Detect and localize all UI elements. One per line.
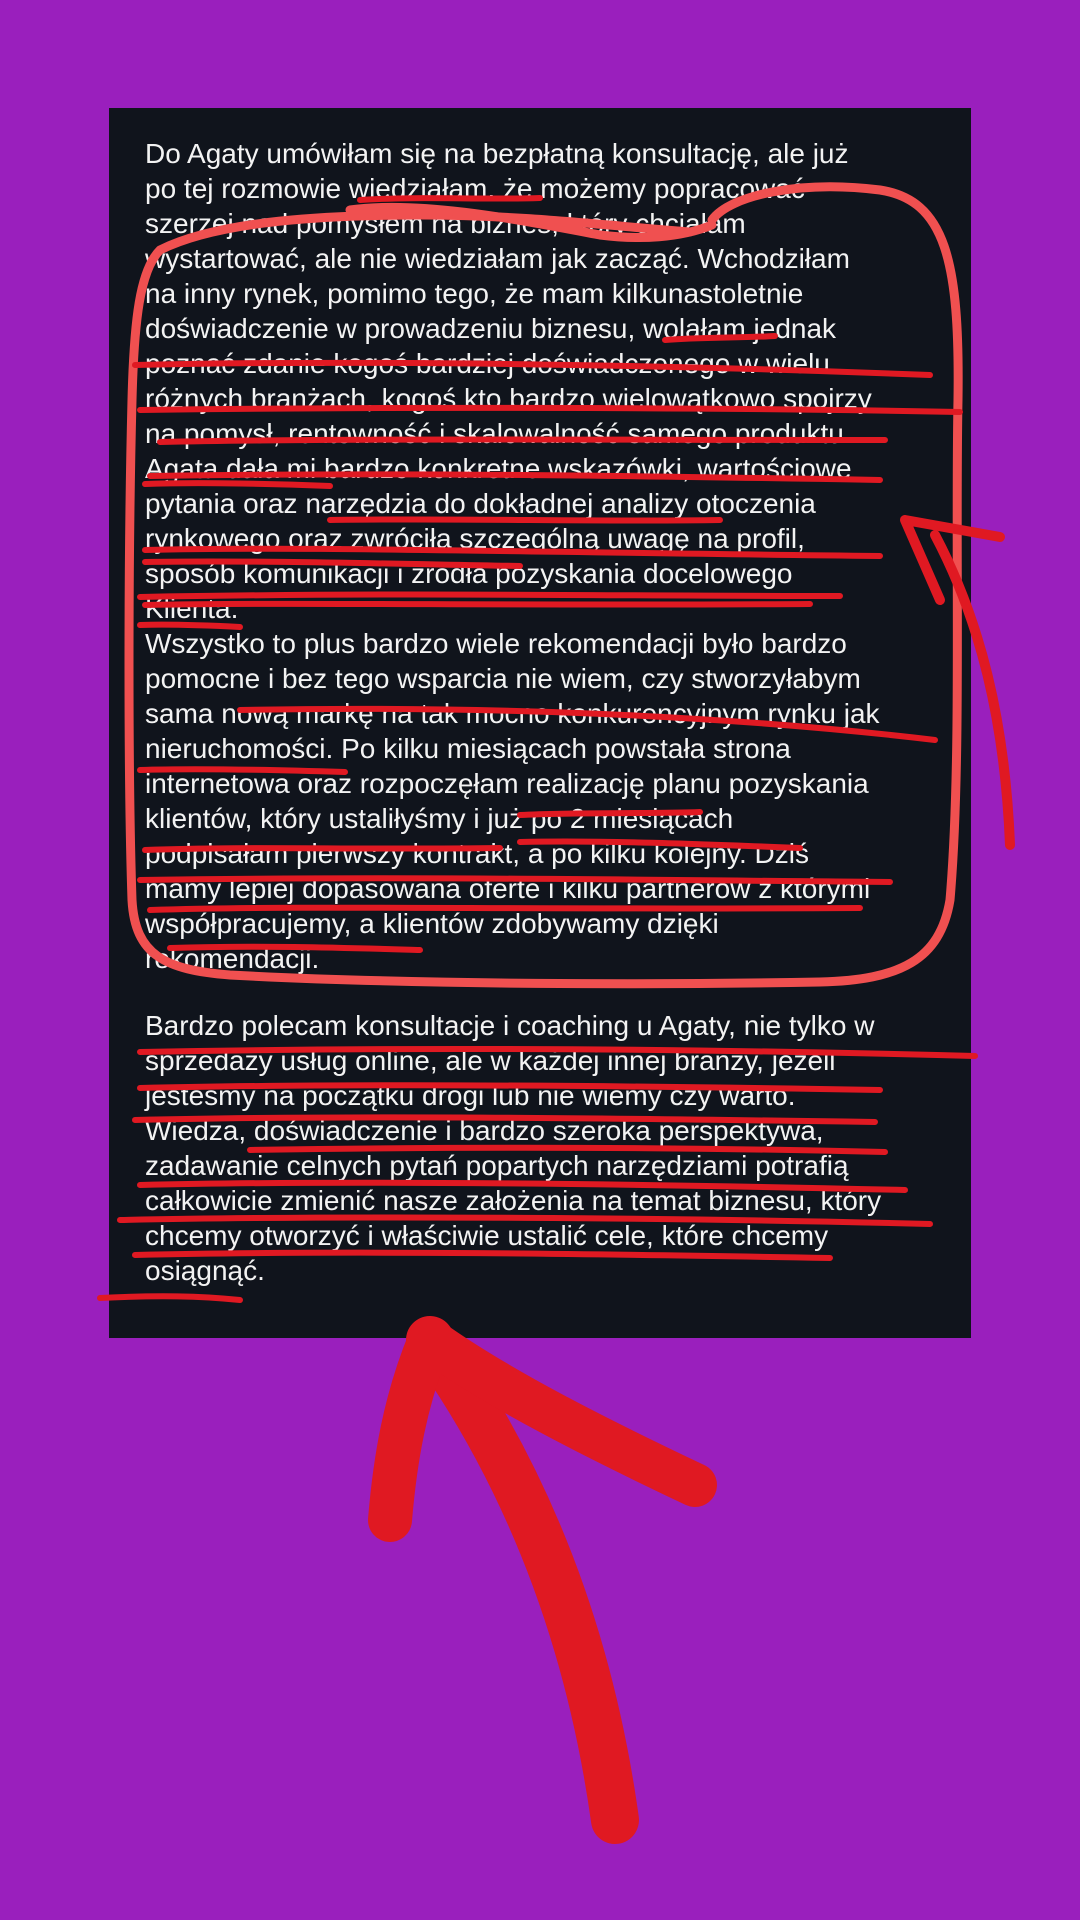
text-line: jesteśmy na początku drogi lub nie wiemy czy warto. [145,1080,796,1111]
paragraph-2 [145,626,945,976]
text-line: Bardzo polecam konsultacje i coaching u Agaty, nie tylko w [145,1010,875,1041]
text-line: podpisałam pierwszy kontrakt, a po kilku kolejny. Dziś [145,838,809,869]
text-line: Klienta. [145,593,239,624]
text-line: na pomysł, rentowność i skalowalność samego produktu. [145,418,852,449]
text-line: osiągnąć. [145,1255,265,1286]
paragraph-3 [145,1008,945,1288]
text-line: całkowicie zmienić nasze założenia na temat biznesu, który [145,1185,882,1216]
text-line: zadawanie celnych pytań popartych narzędziami potrafią [145,1150,849,1181]
text-line: po tej rozmowie wiedziałam, że możemy popracować [145,173,805,204]
text-line: Wszystko to plus bardzo wiele rekomendacji było bardzo [145,628,847,659]
text-line: doświadczenie w prowadzeniu biznesu, wolałam jednak [145,313,837,344]
testimonial-text [145,136,945,1288]
hand-drawn-arrow-up-icon [390,1340,695,1520]
text-line: nieruchomości. Po kilku miesiącach powstała strona [145,733,791,764]
paragraph-1 [145,136,945,626]
text-line: sposób komunikacji i źródła pozyskania docelowego [145,558,793,589]
text-line: mamy lepiej dopasowana oferte i kilku partnerów z którymi [145,873,871,904]
text-line: chcemy otworzyć i właściwie ustalić cele, które chcemy [145,1220,829,1251]
text-line: współpracujemy, a klientów zdobywamy dzięki [145,908,719,939]
text-line: rynkowego oraz zwróciła szczególną uwagę na profil, [145,523,805,554]
text-line: Agata dała mi bardzo konkretne wskazówki, wartościowe [145,453,852,484]
text-line: pytania oraz narzędzia do dokładnej analizy otoczenia [145,488,816,519]
text-line: rekomendacji. [145,943,320,974]
paragraph-gap [145,976,945,1008]
text-line: pomocne i bez tego wsparcia nie wiem, czy stworzyłabym [145,663,861,694]
testimonial-card [109,108,971,1338]
text-line: szerzej nad pomysłem na biznes, który chciałam [145,208,746,239]
text-line: Do Agaty umówiłam się na bezpłatną konsultację, ale już [145,138,849,169]
text-line: na inny rynek, pomimo tego, że mam kilkunastoletnie [145,278,804,309]
text-line: poznać zdanie kogoś bardziej doświadczonego w wielu [145,348,830,379]
text-line: Wiedza, doświadczenie i bardzo szeroka perspektywa, [145,1115,824,1146]
hand-drawn-arrow-up-icon [430,1340,615,1820]
text-line: wystartować, ale nie wiedziałam jak zacząć. Wchodziłam [145,243,850,274]
text-line: internetowa oraz rozpoczęłam realizację planu pozyskania [145,768,869,799]
text-line: sprzedaży usług online, ale w każdej innej branży, jeżeli [145,1045,836,1076]
text-line: klientów, który ustaliłyśmy i już po 2 miesiącach [145,803,734,834]
text-line: różnych branżach, kogoś kto bardzo wielowątkowo spojrzy [145,383,872,414]
text-line: sama nową markę na tak mocno konkurencyjnym rynku jak [145,698,880,729]
